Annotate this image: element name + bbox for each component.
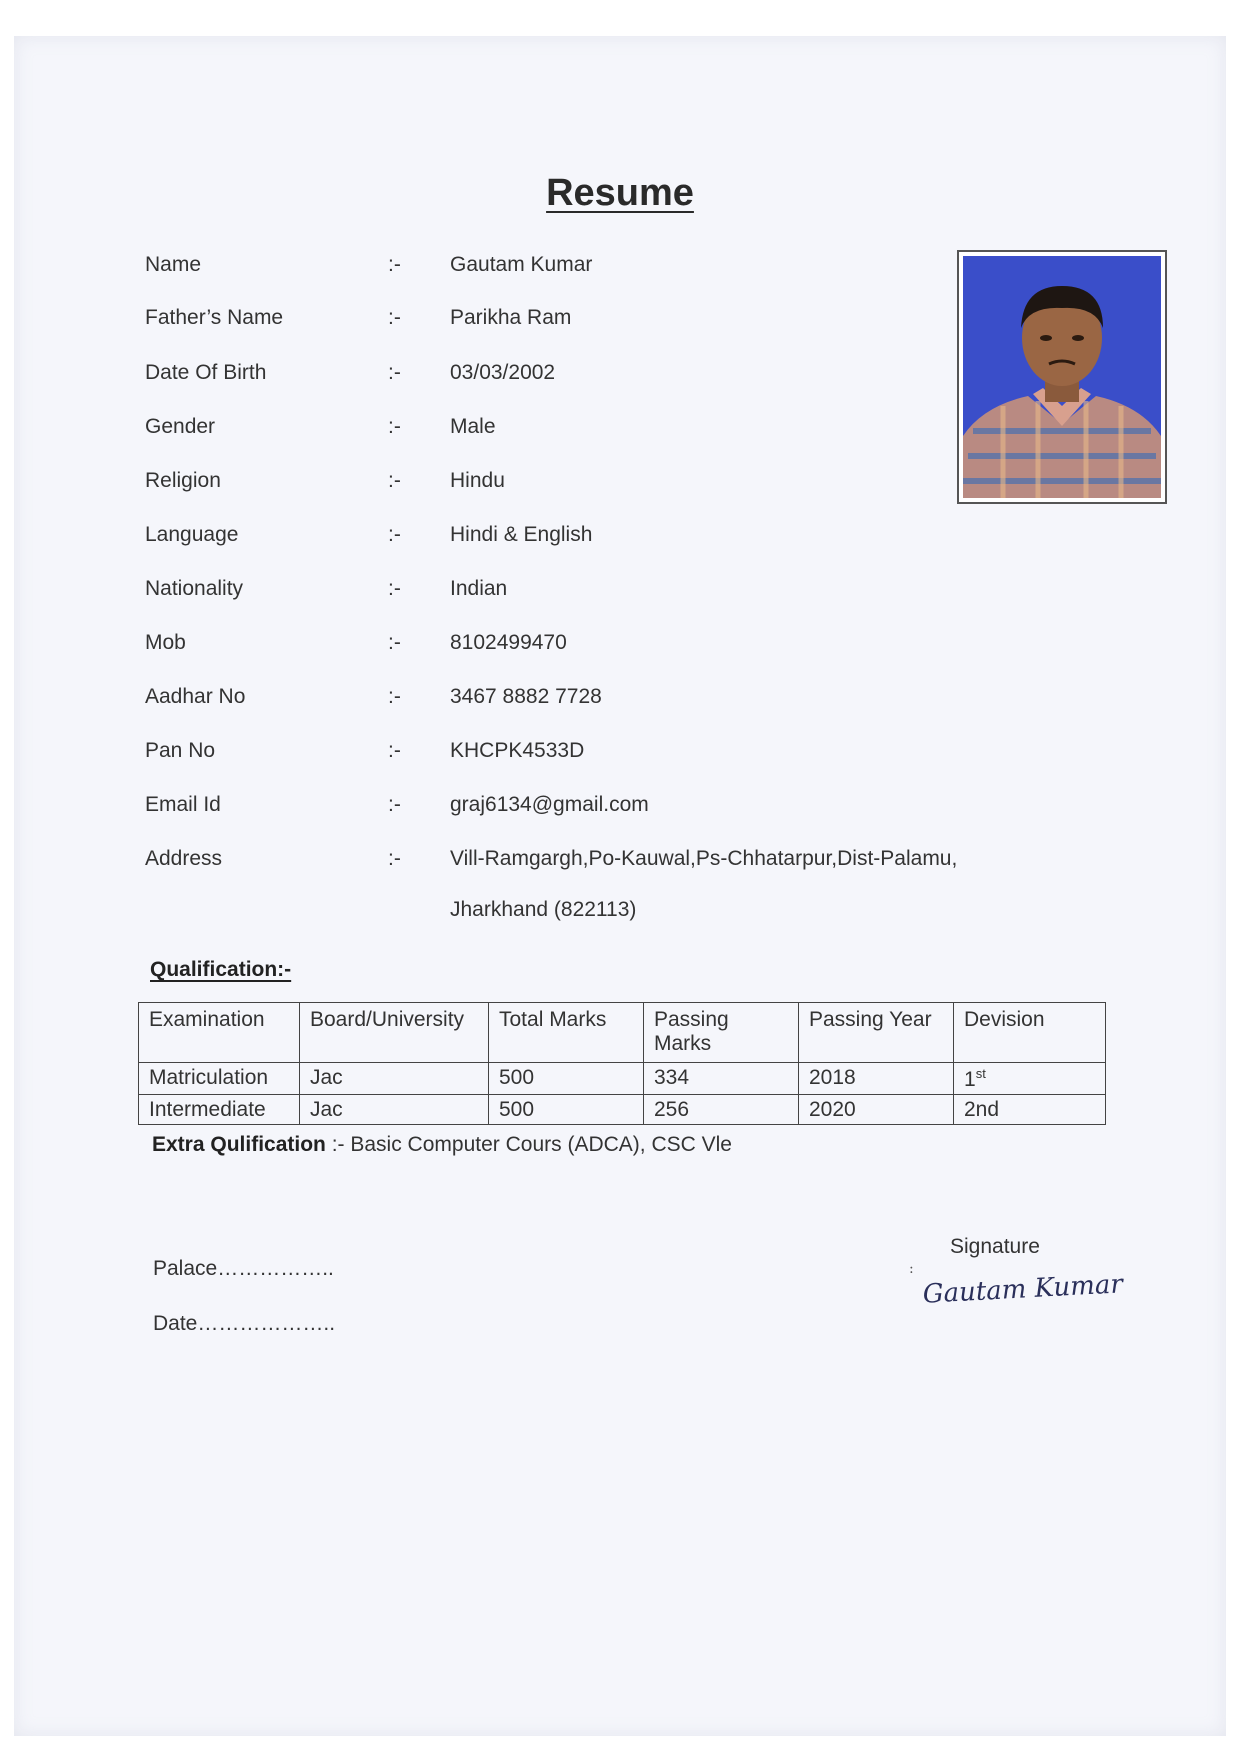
info-label: Father’s Name [145,306,284,329]
info-label: Date Of Birth [145,361,267,384]
table-cell: 500 [489,1063,644,1095]
info-value: Gautam Kumar [450,253,593,276]
info-label: Address [145,847,223,870]
table-header-row [139,1003,1106,1063]
info-separator: :- [388,523,401,546]
info-value: graj6134@gmail.com [450,793,649,816]
svg-text::: : [909,1261,914,1277]
column-header: Devision [954,1003,1106,1063]
info-label: Language [145,523,239,546]
column-header: Total Marks [489,1003,644,1063]
table-cell: 1st [954,1063,1106,1095]
info-separator: :- [388,415,401,438]
info-label: Nationality [145,577,244,600]
info-label: Mob [145,631,186,654]
table-cell: 2nd [954,1095,1106,1125]
info-separator: :- [388,685,401,708]
document-title: Resume [546,172,694,214]
info-separator: :- [388,847,401,870]
info-separator: :- [388,306,401,329]
info-separator: :- [388,577,401,600]
info-label: Name [145,253,202,276]
qualification-heading: Qualification:- [150,958,292,981]
profile-photo-frame [957,250,1167,504]
info-label: Religion [145,469,221,492]
extra-qualification-label: Extra Qulification [152,1133,326,1156]
table-cell: Matriculation [139,1063,300,1095]
table-cell: 2018 [799,1063,954,1095]
info-value: Indian [450,577,508,600]
table-cell: 334 [644,1063,799,1095]
info-separator: :- [388,739,401,762]
signature-label: Signature [950,1235,1040,1258]
extra-qualification-text: :- Basic Computer Cours (ADCA), CSC Vle [325,1133,732,1156]
table-cell: 256 [644,1095,799,1125]
profile-photo [963,256,1161,498]
info-separator: :- [388,793,401,816]
address-line2: Jharkhand (822113) [450,898,637,921]
column-header: Examination [139,1003,300,1063]
table-cell: 500 [489,1095,644,1125]
info-separator: :- [388,469,401,492]
info-value: 03/03/2002 [450,361,556,384]
handwritten-signature [905,1261,1124,1315]
info-value: 3467 8882 7728 [450,685,602,708]
column-header: Passing Marks [644,1003,799,1063]
table-row [139,1095,1106,1125]
person-portrait-icon [963,256,1161,498]
info-label: Aadhar No [145,685,246,708]
table-cell: Intermediate [139,1095,300,1125]
info-value: Parikha Ram [450,306,572,329]
info-value: Vill-Ramgargh,Po-Kauwal,Ps-Chhatarpur,Dist-Palamu, [450,847,958,870]
date-field: Date……………….. [153,1312,336,1335]
table-row [139,1063,1106,1095]
svg-text:Gautam Kumar: Gautam Kumar [922,1269,1124,1310]
info-value: Hindu [450,469,505,492]
table-cell: Jac [300,1095,489,1125]
column-header: Passing Year [799,1003,954,1063]
info-value: 8102499470 [450,631,567,654]
info-separator: :- [388,631,401,654]
table-cell: 2020 [799,1095,954,1125]
place-field: Palace…………….. [153,1257,334,1280]
extra-qualification [152,1133,732,1157]
info-label: Gender [145,415,216,438]
info-label: Email Id [145,793,221,816]
table-cell: Jac [300,1063,489,1095]
info-value: KHCPK4533D [450,739,585,762]
info-value: Hindi & English [450,523,593,546]
info-label: Pan No [145,739,216,762]
qualification-table [138,1002,1106,1125]
column-header: Board/University [300,1003,489,1063]
info-separator: :- [388,253,401,276]
info-separator: :- [388,361,401,384]
info-value: Male [450,415,496,438]
